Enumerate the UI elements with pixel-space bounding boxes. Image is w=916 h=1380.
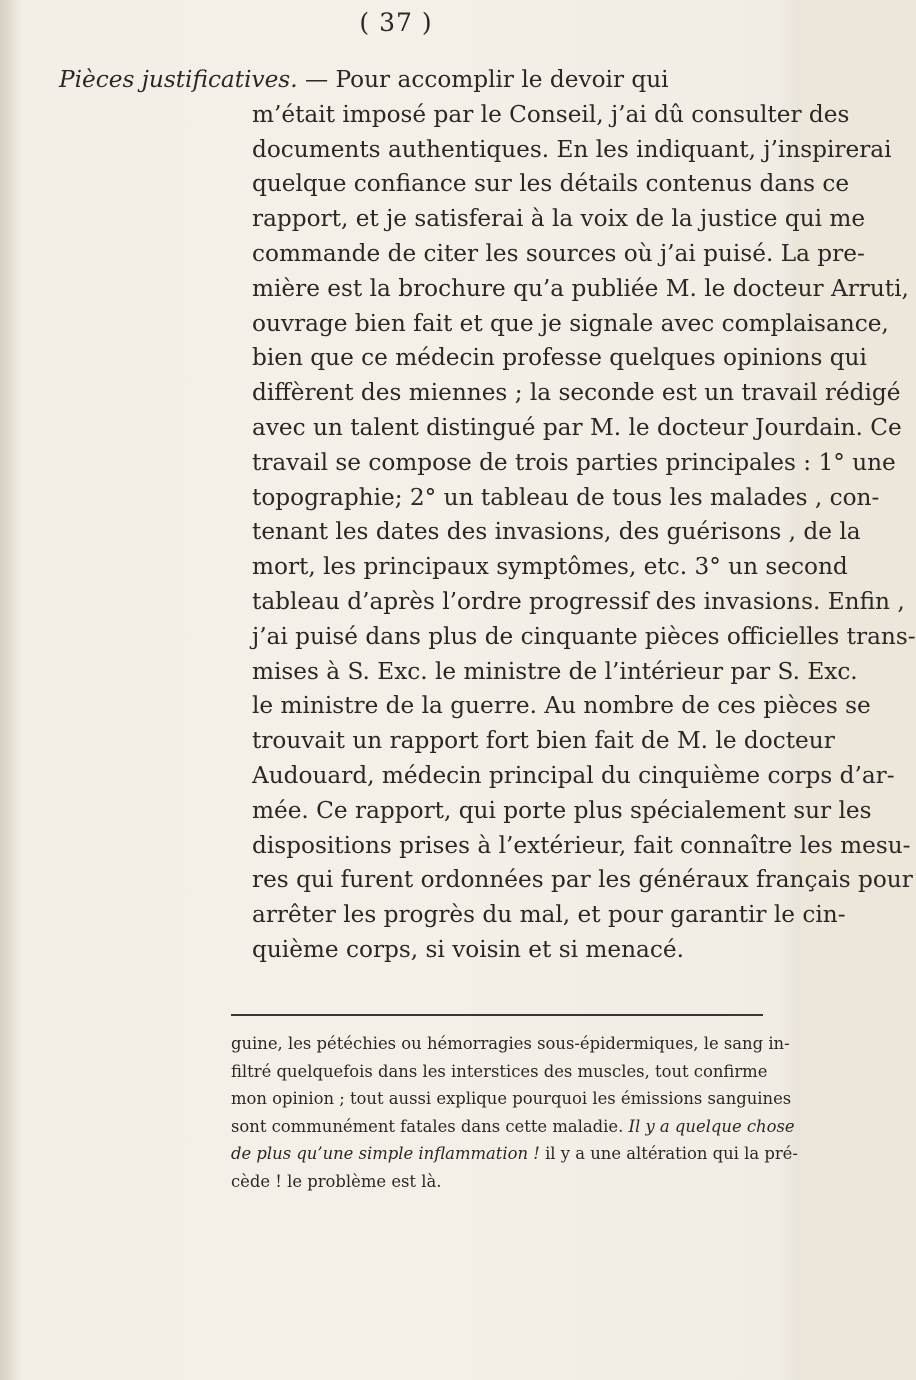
page-number: ( 37 ) <box>359 8 433 37</box>
main-line: avec un talent distingué par M. le docteur Jourdain. Ce <box>252 413 902 441</box>
main-line: Audouard, médecin principal du cinquième corps d’ar- <box>252 761 895 789</box>
main-line: trouvait un rapport fort bien fait de M. le docteur <box>252 727 835 755</box>
footnote-line-plain: il y a une altération qui la pré- <box>539 1144 798 1164</box>
main-line: arrêter les progrès du mal, et pour garantir le cin- <box>252 901 846 929</box>
footnote-line <box>231 1113 795 1141</box>
main-line: j’ai puisé dans plus de cinquante pièces officielles trans- <box>252 622 916 650</box>
footnote-divider <box>231 1014 763 1016</box>
main-line: quième corps, si voisin et si menacé. <box>252 935 684 963</box>
main-line: documents authentiques. En les indiquant, j’inspirerai <box>252 135 892 163</box>
main-line: mort, les principaux symptômes, etc. 3° un second <box>252 553 848 581</box>
footnote-line <box>231 1140 798 1168</box>
main-line: mière est la brochure qu’a publiée M. le docteur Arruti, <box>252 274 909 302</box>
main-line: tenant les dates des invasions, des guérisons , de la <box>252 518 861 546</box>
page-gutter-shadow <box>0 0 24 1380</box>
main-line: rapport, et je satisferai à la voix de la justice qui me <box>252 205 866 233</box>
main-line: commande de citer les sources où j’ai puisé. La pre- <box>252 239 865 267</box>
main-line: ouvrage bien fait et que je signale avec complaisance, <box>252 309 889 337</box>
main-line: travail se compose de trois parties principales : 1° une <box>252 448 896 476</box>
main-line: m’était imposé par le Conseil, j’ai dû consulter des <box>252 100 850 128</box>
footnote-line-italic: Il y a quelque chose <box>628 1116 795 1136</box>
section-heading: Pièces justificatives. <box>59 66 298 93</box>
main-line: bien que ce médecin professe quelques opinions qui <box>252 344 867 372</box>
main-line: tableau d’après l’ordre progressif des invasions. Enfin , <box>252 587 905 615</box>
footnote-line-italic: de plus qu’une simple inflammation ! <box>231 1144 540 1164</box>
main-line-text: — Pour accomplir le devoir qui <box>297 66 669 93</box>
main-line: res qui furent ordonnées par les généraux français pour <box>252 866 913 894</box>
main-line: mée. Ce rapport, qui porte plus spécialement sur les <box>252 796 872 824</box>
footnote-line: guine, les pétéchies ou hémorragies sous-épidermiques, le sang in- <box>231 1034 790 1053</box>
footnote-line-plain: sont communément fatales dans cette maladie. <box>231 1116 629 1136</box>
main-paragraph <box>59 63 916 968</box>
footnote-line: mon opinion ; tout aussi explique pourquoi les émissions sanguines <box>231 1089 792 1109</box>
footnote-line: filtré quelquefois dans les interstices des muscles, tout confirme <box>231 1061 768 1081</box>
footnote-text <box>231 1030 798 1196</box>
main-line <box>59 63 762 98</box>
main-line: quelque confiance sur les détails contenus dans ce <box>252 170 850 198</box>
footnote-line: cède ! le problème est là. <box>231 1171 442 1191</box>
main-line: mises à S. Exc. le ministre de l’intérieur par S. Exc. <box>252 657 858 685</box>
main-line: diffèrent des miennes ; la seconde est un travail rédigé <box>252 379 901 407</box>
main-line: topographie; 2° un tableau de tous les malades , con- <box>252 483 880 511</box>
main-line: dispositions prises à l’extérieur, fait connaître les mesu- <box>252 831 911 859</box>
main-line: le ministre de la guerre. Au nombre de ces pièces se <box>252 692 871 720</box>
